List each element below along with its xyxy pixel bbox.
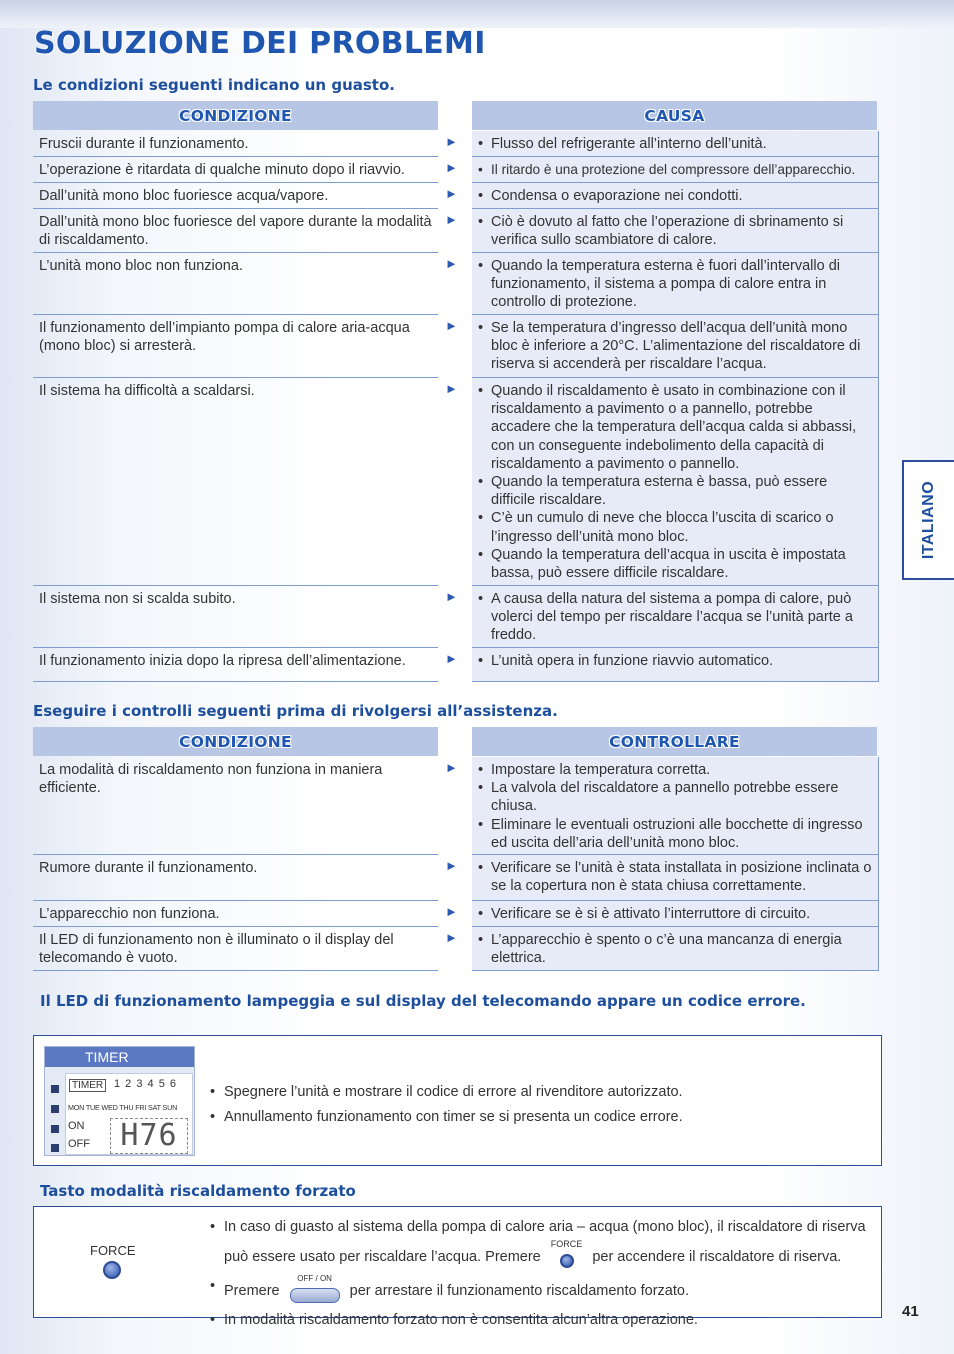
list-item: • A causa della natura del sistema a pompa di calore, può volerci del tempo per riscaldare l’acqua se l’unità parte a freddo. [478,590,872,645]
force-label: FORCE [90,1243,136,1258]
table-row [33,183,879,209]
table-row [33,131,879,157]
page-number: 41 [902,1303,919,1320]
table-row [33,253,879,315]
page-title: SOLUZIONE DEI PROBLEMI [34,26,486,61]
list-item: • C’è un cumulo di neve che blocca l’uscita di scarico o l’ingresso dell’unità mono bloc. [478,509,872,545]
cause-cell [472,378,879,586]
table-row [33,157,879,183]
list-item: • Flusso del refrigerante all’interno dell’unità. [478,135,872,153]
error-code: H76 [110,1118,188,1154]
list-item: • Il ritardo è una protezione del compressore dell’apparecchio. [478,161,872,179]
indicator-square [51,1125,59,1133]
language-tab-label: ITALIANO [920,480,937,560]
list-item [210,1215,870,1274]
item-text: Premere [224,1283,280,1299]
cause-cell [472,586,879,648]
section3-heading: Il LED di funzionamento lampeggia e sul display del telecomando appare un codice errore. [40,992,806,1010]
lcd-timer-label: TIMER [69,1079,106,1092]
arrow-icon: ► [445,858,458,873]
cause-cell [472,157,879,183]
cause-cell [472,757,879,855]
condition-cell: L’apparecchio non funziona. [33,901,438,927]
table-row [33,315,879,378]
list-item: • Spegnere l’unità e mostrare il codice di errore al rivenditore autorizzato. [210,1080,683,1105]
list-item: • L’apparecchio è spento o c’è una mancanza di energia elettrica. [478,931,872,967]
indicator-square [51,1144,59,1152]
table-row [33,927,879,971]
table-row [33,209,879,253]
list-item: • Quando la temperatura dell’acqua in uscita è impostata bassa, può essere difficile riscaldare. [478,546,872,582]
arrow-icon: ► [445,651,458,666]
force-mode-box [33,1206,882,1328]
list-item: • Verificare se è si è attivato l’interruttore di circuito. [478,905,872,923]
condition-cell: Il sistema ha difficoltà a scaldarsi. [33,378,438,586]
arrow-icon: ► [445,381,458,396]
condition-cell: Dall’unità mono bloc fuoriesce del vapore durante la modalità di riscaldamento. [33,209,438,253]
condition-cell: L’unità mono bloc non funziona. [33,253,438,315]
arrow-icon: ► [445,134,458,149]
arrow-icon: ► [445,930,458,945]
condition-cell: Il sistema non si scalda subito. [33,586,438,648]
list-item: • Ciò è dovuto al fatto che l’operazione di sbrinamento si verifica sullo scambiatore di calore. [478,213,872,249]
inline-offon-label: OFF / ON [297,1274,332,1283]
list-item: • Impostare la temperatura corretta. [478,761,872,779]
error-code-box [33,1035,882,1166]
indicator-square [51,1085,59,1093]
item-text: per accendere il riscaldatore di riserva. [592,1249,842,1265]
arrow-icon: ► [445,256,458,271]
table-row [33,901,879,927]
arrow-icon: ► [445,760,458,775]
condition-cell: Fruscii durante il funzionamento. [33,131,438,157]
cause-cell [472,927,879,971]
cause-cell [472,855,879,901]
table-row [33,757,879,855]
condition-cell: Il funzionamento dell’impianto pompa di calore aria-acqua (mono bloc) si arresterà. [33,315,438,378]
inline-force-label: FORCE [550,1239,583,1249]
condition-cell: L’operazione è ritardata di qualche minuto dopo il riavvio. [33,157,438,183]
item-text: In caso di guasto al sistema della pompa di calore aria – acqua (mono bloc), il riscaldatore di riserva [224,1219,866,1235]
list-item: • Quando il riscaldamento è usato in combinazione con il riscaldamento a pavimento o a pannello, potrebbe accadere che la temperatura dell’acqua calda si abbassi, con un conseguente indebolimento della capacità di riscaldamento a pavimento o pannello. [478,382,872,473]
list-item: • Condensa o evaporazione nei condotti. [478,187,872,205]
list-item: • Verificare se l’unità è stata installata in posizione inclinata o se la copertura non è stata chiusa correttamente. [478,859,872,895]
table-row [33,586,879,648]
condition-cell: Il funzionamento inizia dopo la ripresa dell’alimentazione. [33,648,438,682]
section2-heading: Eseguire i controlli seguenti prima di rivolgersi all’assistenza. [33,702,558,720]
cause-cell [472,131,879,157]
arrow-icon: ► [445,589,458,604]
inline-force-button [551,1240,583,1274]
cause-cell [472,209,879,253]
lcd-screen [65,1073,193,1155]
arrow-icon: ► [445,904,458,919]
lcd-days: MON TUE WED THU FRI SAT SUN [68,1103,178,1112]
arrow-icon: ► [445,160,458,175]
arrow-icon: ► [445,318,458,333]
section2-col-condition: CONDIZIONE [33,727,438,756]
top-band [0,0,954,28]
force-mode-list [210,1215,870,1333]
item-text: può essere usato per riscaldare l’acqua. Premere [224,1249,541,1265]
arrow-icon: ► [445,186,458,201]
list-item: • Eliminare le eventuali ostruzioni alle bocchette di ingresso ed uscita dell’aria dell’unità mono bloc. [478,816,872,852]
table-row [33,855,879,901]
timer-header: TIMER [45,1047,194,1067]
table-row [33,648,879,682]
section1-col-cause: CAUSA [472,101,877,130]
list-item [210,1274,870,1308]
section4-heading: Tasto modalità riscaldamento forzato [40,1182,356,1200]
list-item: • In modalità riscaldamento forzato non è consentita alcun’altra operazione. [210,1308,870,1333]
section1-heading: Le condizioni seguenti indicano un guasto. [33,76,395,94]
list-item: • Annullamento funzionamento con timer se si presenta un codice errore. [210,1105,683,1130]
inline-offon-button [290,1274,340,1308]
cause-cell [472,253,879,315]
condition-cell: La modalità di riscaldamento non funziona in maniera efficiente. [33,757,438,855]
lcd-off-label: OFF [68,1138,90,1150]
cause-cell [472,648,879,682]
list-item: • Quando la temperatura esterna è bassa, può essere difficile riscaldare. [478,473,872,509]
power-button-icon [290,1288,340,1303]
condition-cell: Rumore durante il funzionamento. [33,855,438,901]
section2-col-check: CONTROLLARE [472,727,877,756]
condition-cell: Il LED di funzionamento non è illuminato o il display del telecomando è vuoto. [33,927,438,971]
section1-col-condition: CONDIZIONE [33,101,438,130]
lcd-digits: 1 2 3 4 5 6 [114,1078,177,1090]
list-item: • L’unità opera in funzione riavvio automatico. [478,652,872,670]
remote-display [44,1046,195,1156]
error-code-list [210,1080,683,1130]
item-text: per arrestare il funzionamento riscaldamento forzato. [349,1283,689,1299]
cause-cell [472,315,879,378]
force-button-icon [103,1261,121,1279]
force-button-graphic [90,1243,134,1279]
lcd-on-label: ON [68,1120,85,1132]
condition-cell: Dall’unità mono bloc fuoriesce acqua/vapore. [33,183,438,209]
cause-cell [472,901,879,927]
arrow-icon: ► [445,212,458,227]
list-item: • La valvola del riscaldatore a pannello potrebbe essere chiusa. [478,779,872,815]
list-item: • Se la temperatura d’ingresso dell’acqua dell’unità mono bloc è inferiore a 20°C. L’alimentazione del riscaldatore di riserva si accenderà per riscaldare l’acqua. [478,319,872,374]
table-row [33,378,879,586]
list-item: • Quando la temperatura esterna è fuori dall’intervallo di funzionamento, il sistema a pompa di calore entra in controllo di protezione. [478,257,872,312]
cause-cell [472,183,879,209]
language-tab [902,460,954,580]
force-button-icon [560,1254,574,1268]
indicator-square [51,1105,59,1113]
